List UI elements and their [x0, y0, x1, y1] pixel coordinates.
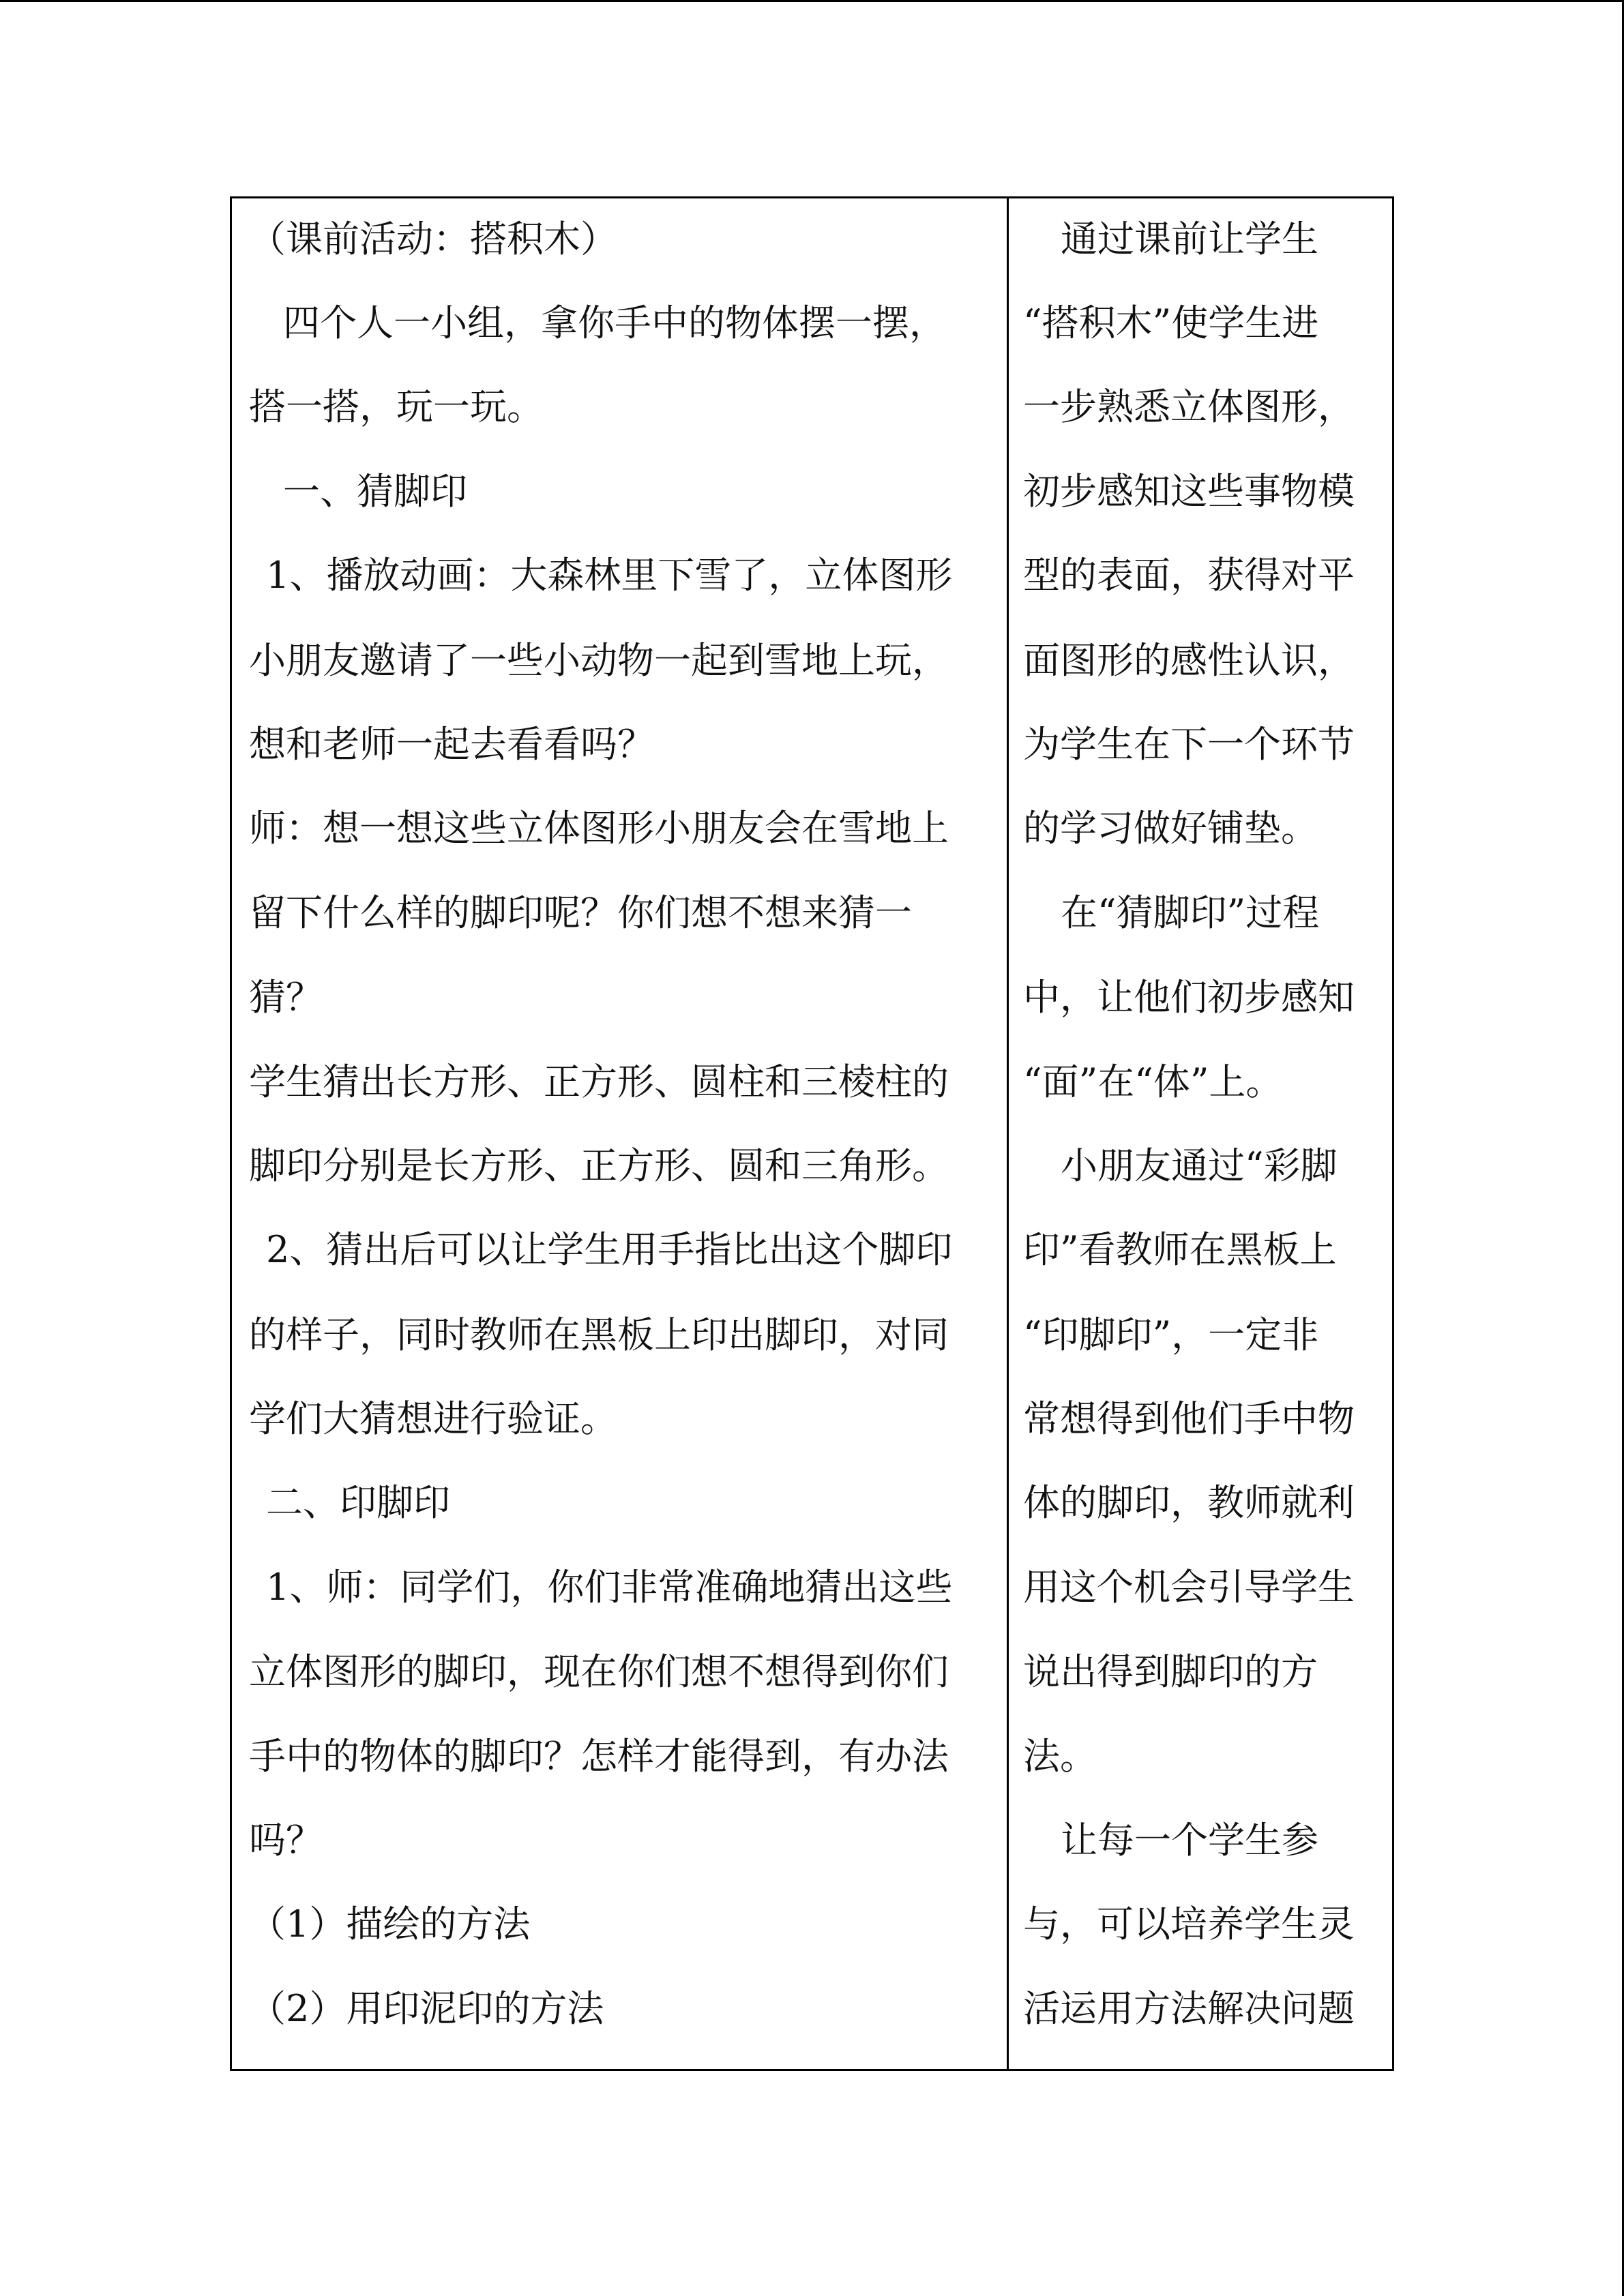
text-line: 猜？	[249, 976, 323, 1019]
column-divider	[1007, 198, 1009, 2069]
text-line: 小朋友通过“彩脚	[1061, 1144, 1338, 1187]
text-line: 1、师：同学们，你们非常准确地猜出这些	[266, 1566, 953, 1609]
text-line: 搭一搭，玩一玩。	[249, 385, 544, 428]
text-line: 体的脚印，教师就利	[1023, 1481, 1355, 1524]
text-line: 2、猜出后可以让学生用手指比出这个脚印	[266, 1228, 953, 1271]
text-line: 立体图形的脚印，现在你们想不想得到你们	[249, 1650, 949, 1693]
text-line: 一步熟悉立体图形，	[1023, 385, 1355, 428]
text-line: 用这个机会引导学生	[1023, 1566, 1355, 1609]
text-line: 学们大猜想进行验证。	[249, 1397, 617, 1440]
text-line: 的样子，同时教师在黑板上印出脚印，对同	[249, 1313, 949, 1356]
lesson-plan-table	[230, 196, 1394, 2071]
page-top-edge	[0, 0, 1624, 2]
text-line: 脚印分别是长方形、正方形、圆和三角形。	[249, 1144, 949, 1187]
text-line: “搭积木”使学生进	[1023, 301, 1319, 344]
text-line: “面”在“体”上。	[1023, 1060, 1283, 1103]
text-line: （课前活动：搭积木）	[249, 218, 617, 260]
text-line: 型的表面，获得对平	[1023, 554, 1355, 597]
text-line: 面图形的感性认识，	[1023, 639, 1355, 682]
text-line: 为学生在下一个环节	[1023, 723, 1355, 766]
text-line: 常想得到他们手中物	[1023, 1397, 1355, 1440]
text-line: 手中的物体的脚印？怎样才能得到，有办法	[249, 1735, 949, 1778]
text-line: “印脚印”，一定非	[1023, 1313, 1319, 1356]
text-line: （2）用印泥印的方法	[249, 1987, 604, 2030]
text-line: （1）描绘的方法	[249, 1903, 531, 1945]
text-line: 在“猜脚印”过程	[1061, 891, 1320, 934]
text-line: 通过课前让学生	[1061, 218, 1318, 260]
text-line: 留下什么样的脚印呢？你们想不想来猜一	[249, 891, 912, 934]
text-line: 说出得到脚印的方	[1023, 1650, 1318, 1693]
text-line: 1、播放动画：大森林里下雪了，立体图形	[266, 554, 953, 597]
text-line: 的学习做好铺垫。	[1023, 807, 1318, 850]
text-line: 法。	[1023, 1735, 1097, 1778]
text-line: 小朋友邀请了一些小动物一起到雪地上玩，	[249, 639, 949, 682]
text-line: 一、猜脚印	[283, 470, 467, 513]
text-line: 师：想一想这些立体图形小朋友会在雪地上	[249, 807, 949, 850]
text-line: 与，可以培养学生灵	[1023, 1903, 1355, 1945]
text-line: 让每一个学生参	[1061, 1819, 1318, 1862]
text-line: 想和老师一起去看看吗？	[249, 723, 654, 766]
text-line: 二、印脚印	[266, 1481, 450, 1524]
text-line: 初步感知这些事物模	[1023, 470, 1355, 513]
text-line: 四个人一小组，拿你手中的物体摆一摆，	[283, 301, 946, 344]
text-line: 吗？	[249, 1819, 323, 1862]
text-line: 印”看教师在黑板上	[1023, 1228, 1337, 1271]
text-line: 活运用方法解决问题	[1023, 1987, 1355, 2030]
text-line: 中，让他们初步感知	[1023, 976, 1355, 1019]
text-line: 学生猜出长方形、正方形、圆柱和三棱柱的	[249, 1060, 949, 1103]
